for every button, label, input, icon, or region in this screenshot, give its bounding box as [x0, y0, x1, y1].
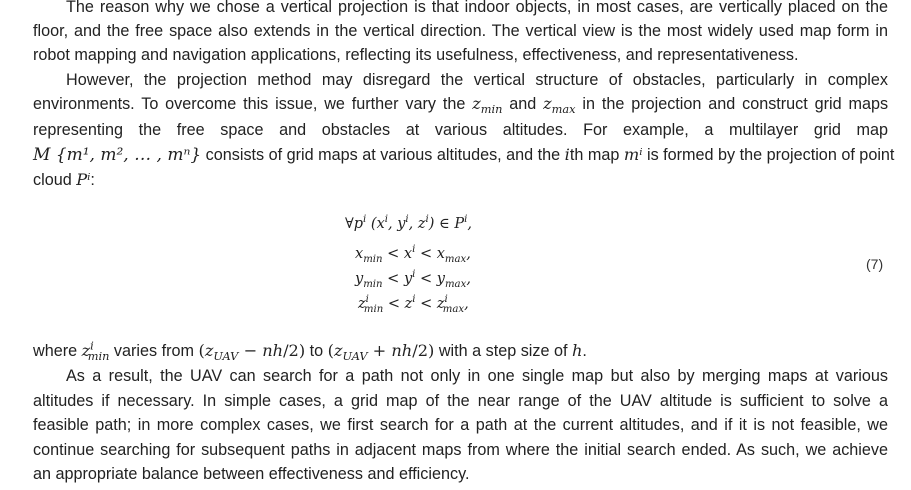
equation-row-1: $\forall p^i$ ($x^i$, $y^i$, $z^i$) ∈ $P^i$,	[345, 214, 473, 232]
multilayer-map-symbol: M {m¹, m², … , mⁿ}	[33, 145, 202, 165]
equation-row-2: $x_{min} < x^i < x_{max}$,	[355, 244, 471, 265]
para2-line3: representing the free space and obstacles at various altitudes. For example, a multilayer grid map	[33, 121, 888, 139]
zmax-symbol: $z_{max}$	[543, 94, 576, 116]
para1-line1: The reason why we chose a vertical projection is that indoor objects, in most cases, are vertically placed on the	[66, 0, 888, 16]
para3-line5: an appropriate balance between effectiveness and efficiency.	[33, 465, 470, 483]
para2-line2: environments. To overcome this issue, we further vary the $z_{min}$ and $z_{max}$ in the projection and construct grid maps	[33, 94, 888, 116]
where-line: where $z^i_{min}$ varies from $(z_{UAV} - nh/2)$ to $(z_{UAV} + nh/2)$ with a step size of h.	[33, 338, 587, 364]
equation-row-3: $y_{min} < y^i < y_{max}$,	[355, 269, 471, 290]
equation-row-4: $z^i_{min} < z^i < z^i_{max}$,	[358, 294, 469, 315]
para3-line3: feasible path; in more complex cases, we first search for a path at the current altitudes, and if it is not feasible, we	[33, 416, 888, 434]
para3-line1: As a result, the UAV can search for a path not only in one single map but also by merging maps at various	[66, 367, 888, 385]
para1-line3: robot mapping and navigation applications, reflecting its usefulness, effectiveness, and representativeness.	[33, 46, 799, 64]
para2-line4: M {m¹, m², … , mⁿ} consists of grid maps at various altitudes, and the ith map mⁱ is formed by the projection of point	[33, 145, 895, 165]
equation-number: (7)	[866, 256, 884, 272]
para1-line2: floor, and the free space also extends in the vertical direction. The vertical view is the most widely used map form in	[33, 22, 888, 40]
zmin-symbol: $z_{min}$	[472, 94, 503, 116]
para3-line2: altitudes if necessary. In simple cases, a grid map of the near range of the UAV altitude is sufficient to solve a	[33, 392, 888, 410]
para3-line4: continue searching for subsequent paths in adjacent maps from where the initial search ended. As such, we achieve	[33, 441, 888, 459]
para2-line1: However, the projection method may disregard the vertical structure of obstacles, particularly in complex	[66, 71, 888, 89]
para2-line5: cloud Pⁱ:	[33, 170, 95, 189]
